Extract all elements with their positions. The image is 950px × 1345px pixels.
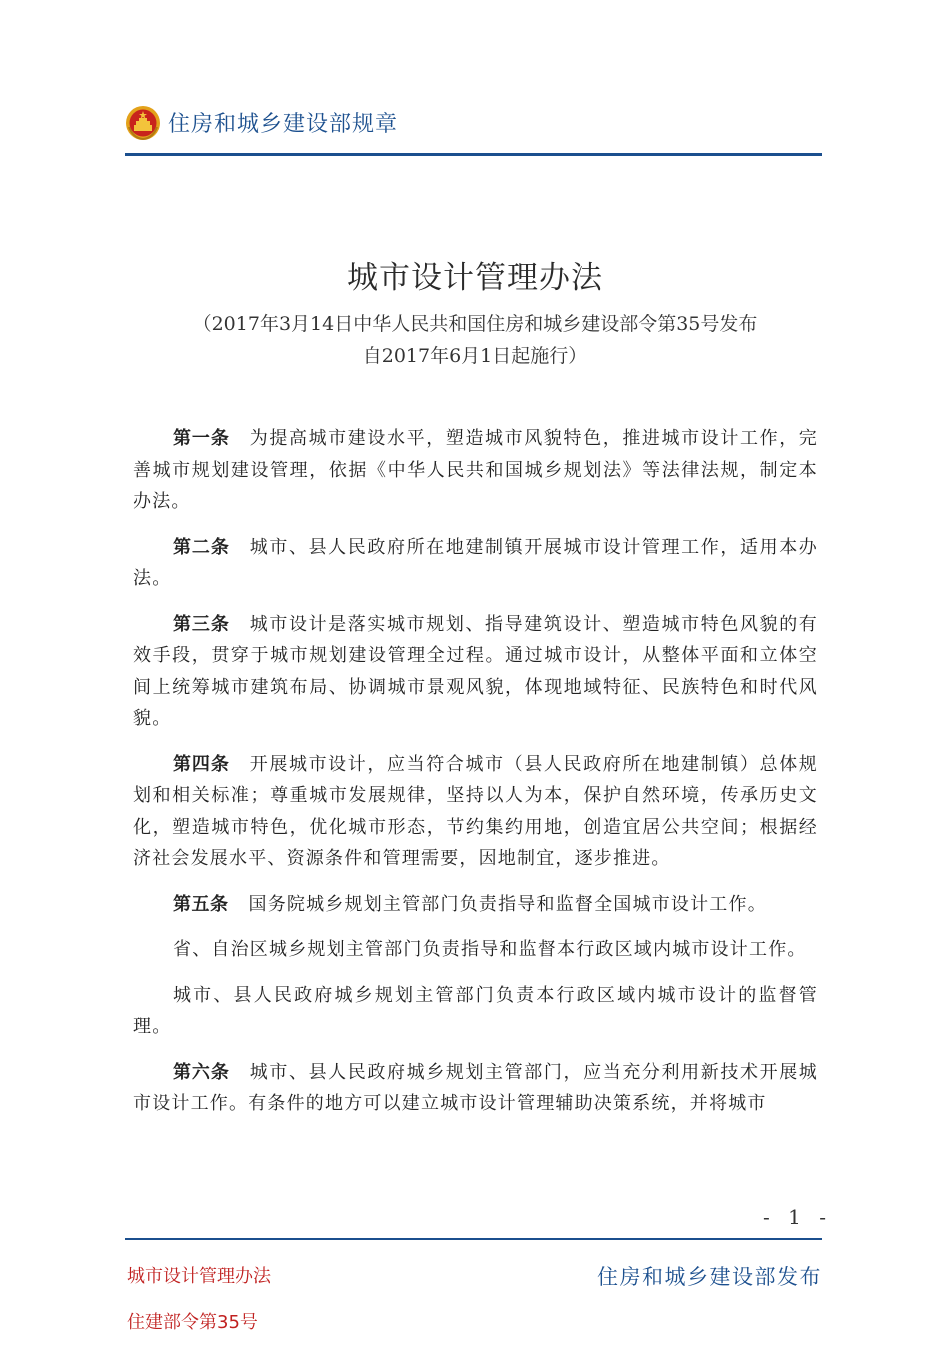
article-text: 省、自治区城乡规划主管部门负责指导和监督本行政区域内城市设计工作。 — [173, 939, 807, 960]
article-text: 开展城市设计，应当符合城市（县人民政府所在地建制镇）总体规划和相关标准；尊重城市发展规律，坚持以人为本，保护自然环境，传承历史文化，塑造城市特色，优化城市形态，节约集约用地，创造宜居公共空间；根据经济社会发展水平、资源条件和管理需要，因地制宜，逐步推进。 — [133, 753, 819, 869]
article-label: 第四条 — [173, 753, 230, 775]
footer-publisher: 住房和城乡建设部发布 — [597, 1265, 822, 1289]
document-subtitle — [120, 308, 830, 372]
article-text: 城市设计是落实城市规划、指导建筑设计、塑造城市特色风貌的有效手段，贯穿于城市规划建设管理全过程。通过城市设计，从整体平面和立体空间上统筹城市建筑布局、协调城市景观风貌，体现地域特征、民族特色和时代风貌。 — [133, 613, 819, 729]
page-header — [125, 100, 822, 156]
article-paragraph — [133, 889, 818, 921]
article-text: 城市、县人民政府城乡规划主管部门负责本行政区域内城市设计的监督管理。 — [133, 984, 818, 1037]
subtitle-line-2: 自2017年6月1日起施行） — [362, 345, 588, 367]
article-label: 第五条 — [173, 893, 229, 915]
footer-order-number: 住建部令第35号 — [127, 1312, 258, 1333]
footer-doc-name: 城市设计管理办法 — [127, 1266, 271, 1287]
header-divider — [125, 153, 822, 156]
article-label: 第三条 — [173, 613, 230, 635]
article-text: 国务院城乡规划主管部门负责指导和监督全国城市设计工作。 — [248, 893, 767, 915]
article-text: 城市、县人民政府城乡规划主管部门，应当充分利用新技术开展城市设计工作。有条件的地方可以建立城市设计管理辅助决策系统，并将城市 — [133, 1061, 819, 1114]
article-paragraph — [133, 1057, 818, 1120]
article-paragraph — [133, 532, 818, 595]
subtitle-line-1: （2017年3月14日中华人民共和国住房和城乡建设部令第35号发布 — [192, 313, 758, 335]
article-label: 第二条 — [173, 536, 230, 558]
footer-divider — [125, 1238, 822, 1240]
article-paragraph — [133, 423, 818, 518]
article-text: 城市、县人民政府所在地建制镇开展城市设计管理工作，适用本办法。 — [133, 536, 819, 589]
document-title: 城市设计管理办法 — [347, 260, 603, 296]
article-paragraph — [133, 609, 818, 735]
article-label: 第六条 — [173, 1061, 230, 1083]
document-body — [133, 423, 818, 1134]
national-emblem-icon — [125, 105, 161, 141]
article-paragraph — [133, 980, 818, 1043]
page-number: - 1 - — [763, 1205, 832, 1229]
article-label: 第一条 — [173, 428, 230, 449]
article-paragraph — [133, 934, 818, 966]
article-text: 为提高城市建设水平，塑造城市风貌特色，推进城市设计工作，完善城市规划建设管理，依据《中华人民共和国城乡规划法》等法律法规，制定本办法。 — [133, 428, 819, 512]
article-paragraph — [133, 749, 818, 875]
header-title: 住房和城乡建设部规章 — [168, 112, 399, 137]
